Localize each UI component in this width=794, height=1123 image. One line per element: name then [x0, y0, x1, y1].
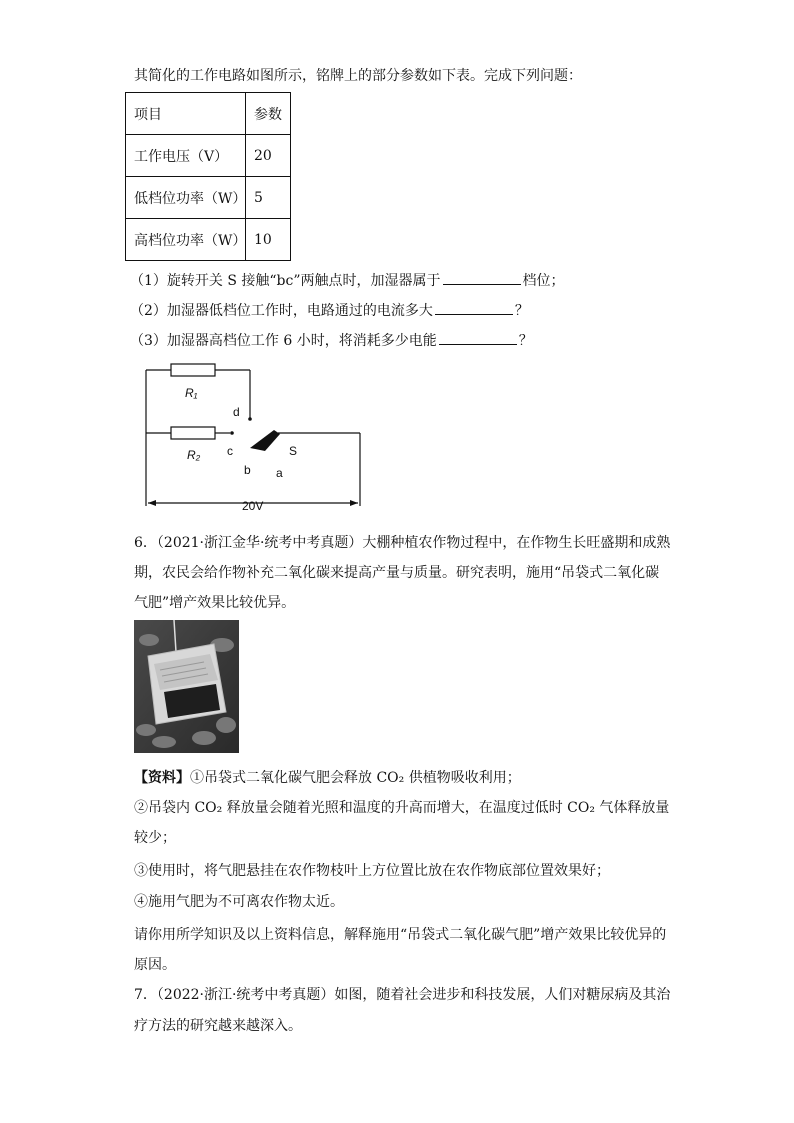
resistor-r1 — [171, 364, 215, 376]
material-1 — [134, 768, 521, 788]
question-3 — [130, 330, 533, 351]
intro-text: 其简化的工作电路如图所示，铭牌上的部分参数如下表。完成下列问题： — [134, 68, 582, 84]
question-2 — [130, 300, 529, 321]
material-3: ③使用时，将气肥悬挂在农作物枝叶上方位置比放在农作物底部位置效果好； — [134, 863, 610, 879]
label-a: a — [276, 466, 283, 480]
arrow-head-left — [148, 500, 156, 506]
table-cell: 参数 — [246, 93, 291, 135]
label-s: S — [289, 444, 298, 458]
answer-blank-2[interactable] — [435, 300, 513, 315]
fertilizer-bag-photo — [134, 620, 239, 753]
answer-blank-1[interactable] — [443, 270, 521, 285]
question-3-suffix: ？ — [518, 333, 533, 349]
material-1-text: ①吊袋式二氧化碳气肥会释放 CO₂ 供植物吸收利用； — [190, 770, 521, 786]
table-cell: 5 — [246, 177, 291, 219]
label-b: b — [244, 463, 251, 477]
answer-blank-3[interactable] — [439, 330, 517, 345]
arrow-head-right — [350, 500, 358, 506]
q6-line-3: 气肥”增产效果比较优异。 — [134, 595, 296, 611]
material-2a: ②吊袋内 CO₂ 释放量会随着光照和温度的升高而增大，在温度过低时 CO₂ 气体释放量 — [134, 800, 670, 816]
question-1-text: （1）旋转开关 S 接触“bc”两触点时，加湿器属于 — [130, 273, 441, 289]
table-row — [126, 219, 291, 261]
question-2-suffix: ？ — [514, 303, 529, 319]
label-r1: R₁ — [185, 386, 198, 400]
q6-line-2: 期，农民会给作物补充二氧化碳来提高产量与质量。研究表明，施用“吊袋式二氧化碳 — [134, 565, 660, 581]
question-2-text: （2）加湿器低档位工作时，电路通过的电流多大 — [130, 303, 433, 319]
question-3-text: （3）加湿器高档位工作 6 小时，将消耗多少电能 — [130, 333, 437, 349]
question-1 — [130, 270, 565, 291]
label-c: c — [227, 444, 233, 458]
question-1-suffix: 档位； — [522, 273, 565, 289]
table-header-row — [126, 93, 291, 135]
table-cell: 高档位功率（W） — [126, 219, 246, 261]
q7-line-1: 7．（2022·浙江·统考中考真题）如图，随着社会进步和科技发展，人们对糖尿病及其治 — [134, 987, 671, 1003]
table-row — [126, 177, 291, 219]
table-row — [126, 135, 291, 177]
question-ask-2: 原因。 — [134, 957, 176, 973]
circuit-diagram — [138, 358, 378, 513]
label-d: d — [233, 405, 240, 419]
table-cell: 项目 — [126, 93, 246, 135]
resistor-r2 — [171, 427, 215, 439]
table-cell: 低档位功率（W） — [126, 177, 246, 219]
table-cell: 工作电压（V） — [126, 135, 246, 177]
label-voltage: 20V — [242, 499, 264, 513]
material-2b: 较少； — [134, 830, 176, 846]
material-label: 【资料】 — [134, 770, 190, 786]
table-cell: 20 — [246, 135, 291, 177]
label-r2: R₂ — [187, 448, 201, 462]
table-cell: 10 — [246, 219, 291, 261]
rotary-switch — [250, 430, 280, 451]
question-ask-1: 请你用所学知识及以上资料信息，解释施用“吊袋式二氧化碳气肥”增产效果比较优异的 — [134, 927, 667, 943]
q7-line-2: 疗方法的研究越来越深入。 — [134, 1018, 302, 1034]
material-4: ④施用气肥为不可离农作物太近。 — [134, 894, 344, 910]
contact-c — [230, 431, 234, 435]
q6-line-1: 6．（2021·浙江金华·统考中考真题）大棚种植农作物过程中，在作物生长旺盛期和成熟 — [134, 535, 671, 551]
parameter-table — [125, 92, 291, 261]
contact-d — [248, 417, 252, 421]
